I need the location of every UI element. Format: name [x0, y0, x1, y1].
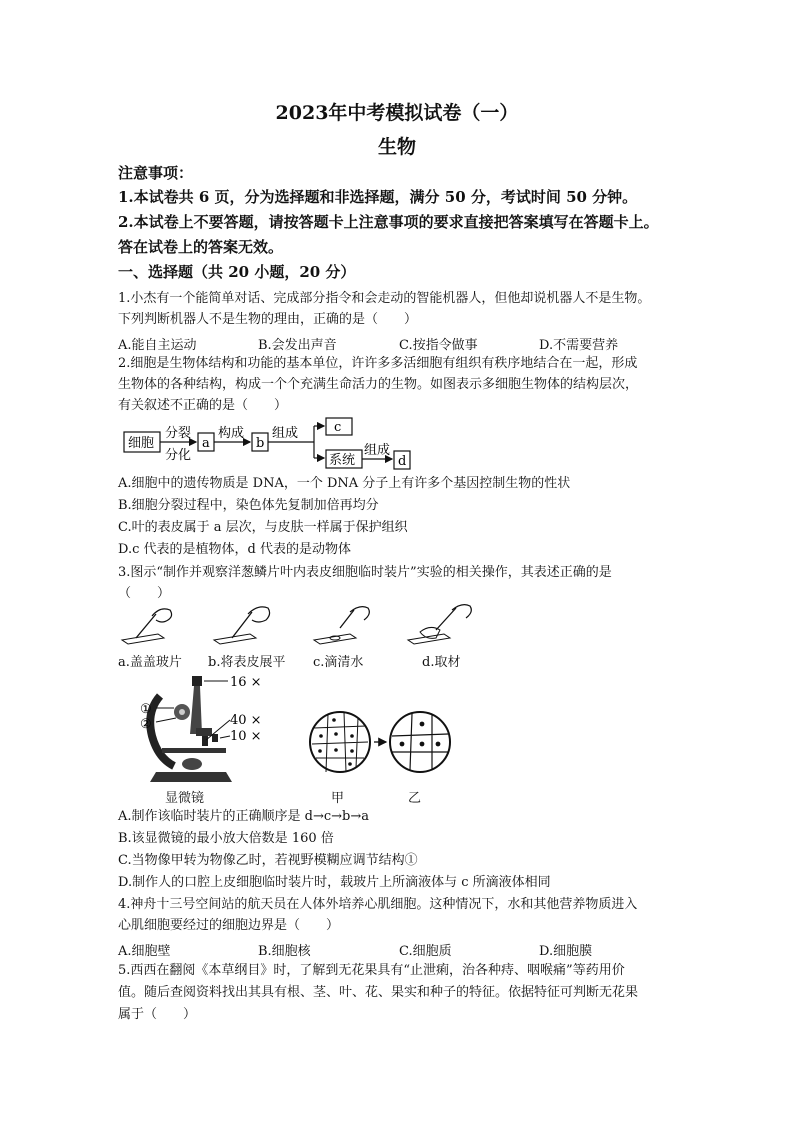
objective-10x	[212, 734, 218, 742]
mark-1: ①	[140, 702, 152, 717]
form3-label: 组成	[364, 443, 391, 458]
q4-stem: 4.神舟十三号空间站的航天员在人体外培养心肌细胞。这种情况下，水和其他营养物质进入	[118, 897, 638, 912]
q3-stem-cont: （ ）	[118, 586, 171, 601]
q4-stem-cont: 心肌细胞要经过的细胞边界是（ ）	[118, 918, 340, 933]
q5-stem-cont2: 属于（ ）	[118, 1007, 197, 1022]
exam-title: 2023年中考模拟试卷（一）	[275, 102, 519, 124]
q1-option-b: B.会发出声音	[258, 338, 337, 353]
section-heading: 一、选择题（共 20 小题，20 分）	[118, 263, 356, 281]
step-a-image	[122, 609, 172, 644]
q2-option-d: D.c 代表的是植物体，d 代表的是动物体	[118, 542, 351, 557]
microscope-caption: 显微镜	[165, 791, 205, 806]
q1-stem: 1.小杰有一个能简单对话、完成部分指令和会走动的智能机器人，但他却说机器人不是生物。	[118, 291, 651, 306]
view-jia-label: 甲	[331, 791, 345, 806]
base	[150, 772, 232, 782]
form2-label: 组成	[272, 426, 299, 441]
subject-title: 生物	[377, 136, 416, 158]
split-label: 分裂	[165, 426, 192, 441]
q2-stem-cont: 生物体的各种结构，构成一个个充满生命活力的生物。如图表示多细胞生物体的结构层次，	[118, 377, 639, 392]
q5-stem-cont: 值。随后查阅资料找出其具有根、茎、叶、花、果实和种子的特征。依据特征可判断无花果	[118, 985, 639, 1000]
q4-option-b: B.细胞核	[258, 944, 311, 959]
q3-option-a: A.制作该临时装片的正确顺序是 d→c→b→a	[118, 809, 370, 824]
field-of-view-figure	[306, 706, 456, 780]
obj10-label: 10 ×	[230, 729, 262, 744]
view-yi	[390, 712, 450, 772]
microscope-figure	[136, 672, 276, 784]
obj40-label: 40 ×	[230, 713, 262, 728]
q2-option-a: A.细胞中的遗传物质是 DNA，一个 DNA 分子上有许多个基因控制生物的性状	[118, 476, 571, 491]
q4-option-d: D.细胞膜	[539, 944, 593, 959]
q4-option-c: C.细胞质	[399, 944, 452, 959]
q1-option-a: A.能自主运动	[118, 338, 197, 353]
view-yi-label: 乙	[408, 791, 422, 806]
structure-level-diagram	[118, 414, 418, 472]
q1-option-c: C.按指令做事	[399, 338, 478, 353]
step-c-image	[314, 607, 369, 644]
q2-stem: 2.细胞是生物体结构和功能的基本单位，许许多多活细胞有组织有秩序地结合在一起，形成	[118, 356, 638, 371]
q1-option-d: D.不需要营养	[539, 338, 619, 353]
step-c-caption: c.滴清水	[313, 655, 364, 670]
ocular-lens	[192, 676, 202, 686]
system-label: 系统	[329, 453, 356, 468]
step-b-image	[214, 607, 270, 644]
a-label: a	[202, 436, 210, 451]
b-label: b	[256, 436, 265, 451]
q3-option-c: C.当物像甲转为物像乙时，若视野模糊应调节结构①	[118, 853, 418, 868]
q3-stem: 3.图示“制作并观察洋葱鳞片叶内表皮细胞临时装片”实验的相关操作，其表述正确的是	[118, 565, 612, 580]
mark-2: ②	[140, 717, 152, 732]
step-a-caption: a.盖盖玻片	[118, 655, 182, 670]
q2-option-c: C.叶的表皮属于 a 层次，与皮肤一样属于保护组织	[118, 520, 408, 535]
q2-stem-cont2: 有关叙述不正确的是（ ）	[118, 398, 288, 413]
step-d-image	[408, 605, 471, 644]
note-item-2-cont: 答在试卷上的答案无效。	[118, 238, 284, 256]
q2-option-b: B.细胞分裂过程中，染色体先复制加倍再均分	[118, 498, 379, 513]
ocular-label: 16 ×	[230, 675, 262, 690]
mirror	[182, 758, 202, 770]
objective-40x	[202, 736, 208, 746]
form1-label: 构成	[218, 426, 245, 441]
q1-stem-cont: 下列判断机器人不是生物的理由，正确的是（ ）	[118, 312, 418, 327]
notes-heading: 注意事项：	[118, 164, 194, 182]
step-d-caption: d.取材	[422, 655, 461, 670]
q3-option-d: D.制作人的口腔上皮细胞临时装片时，载玻片上所滴液体与 c 所滴液体相同	[118, 875, 551, 890]
c-label: c	[334, 420, 342, 435]
q3-option-b: B.该显微镜的最小放大倍数是 160 倍	[118, 831, 334, 846]
q5-stem: 5.西西在翻阅《本草纲目》时，了解到无花果具有“止泄痢，治各种痔、咽喉痛”等药用价	[118, 963, 625, 978]
view-jia	[310, 712, 370, 772]
q4-option-a: A.细胞壁	[118, 944, 171, 959]
note-item-2: 2.本试卷上不要答题，请按答题卡上注意事项的要求直接把答案填写在答题卡上。	[118, 213, 659, 231]
note-item-1: 1.本试卷共 6 页，分为选择题和非选择题，满分 50 分，考试时间 50 分钟。	[118, 188, 638, 206]
diff-label: 分化	[165, 448, 192, 463]
stage	[162, 748, 226, 753]
step-illustrations	[118, 602, 478, 650]
cell-label: 细胞	[128, 436, 155, 451]
d-label: d	[398, 454, 407, 469]
step-b-caption: b.将表皮展平	[208, 655, 286, 670]
